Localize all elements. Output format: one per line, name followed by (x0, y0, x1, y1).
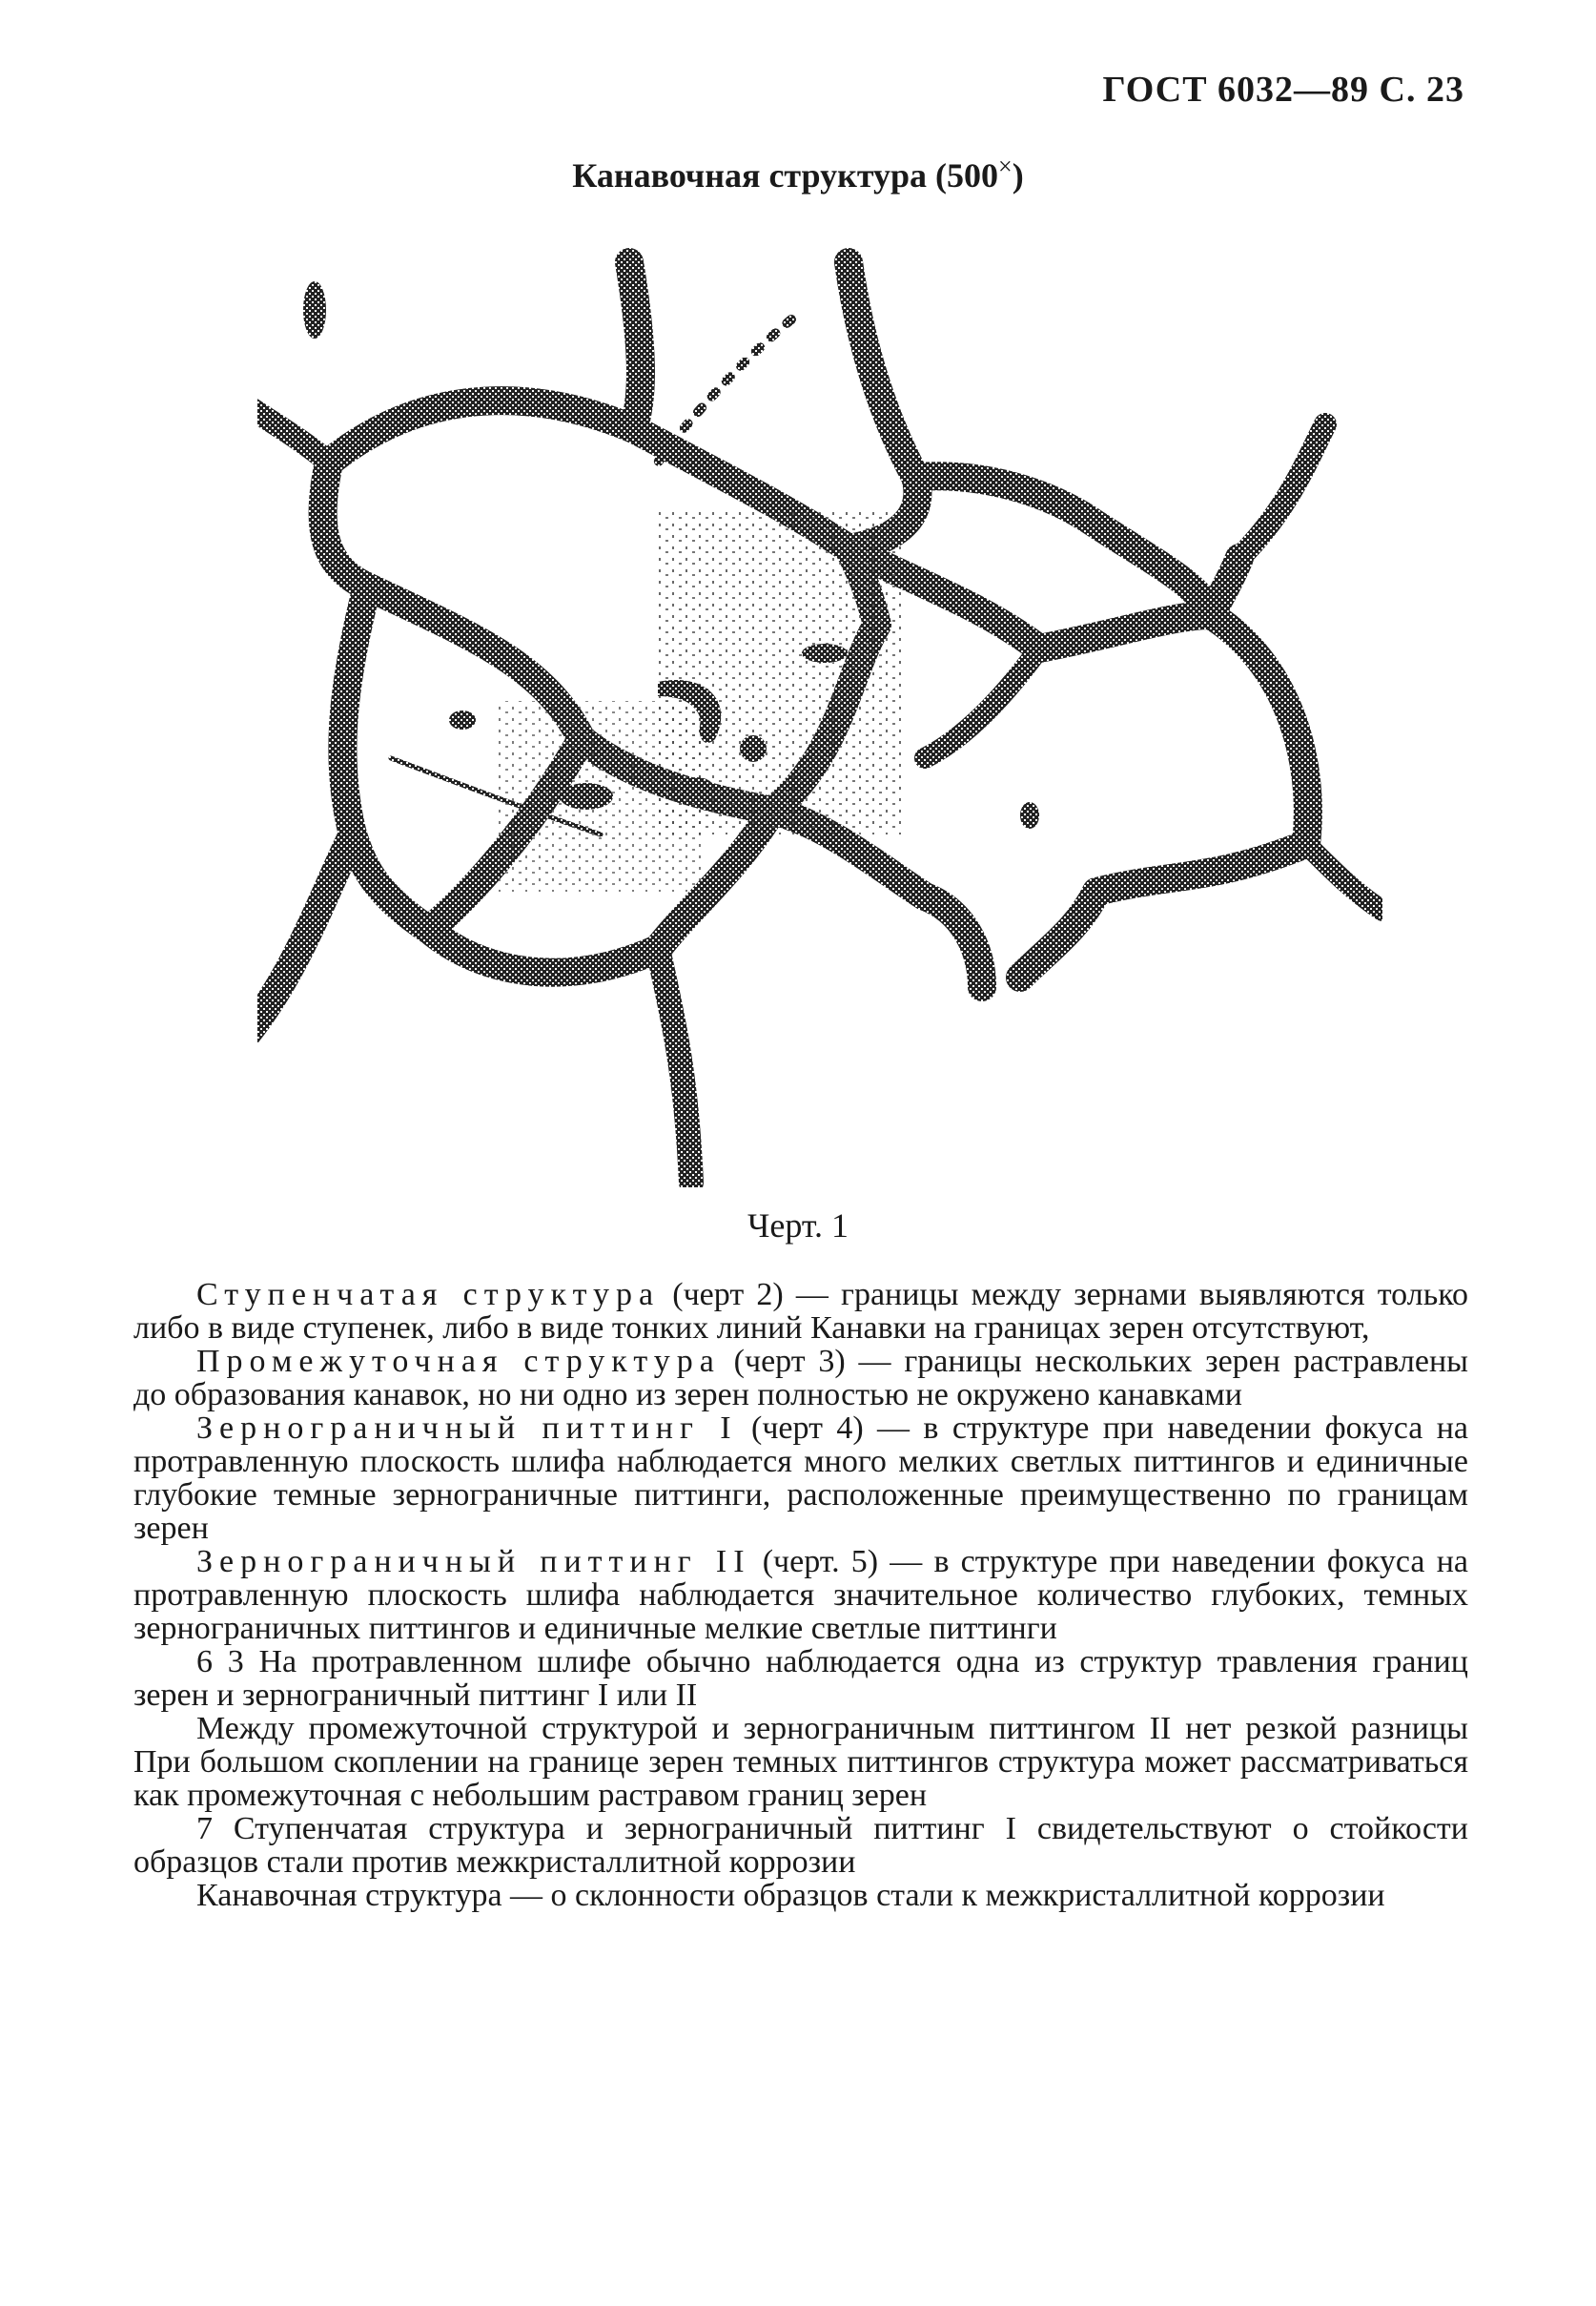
paragraph (133, 1812, 1468, 1879)
paragraph-term: Зернограничный питтинг II (196, 1544, 751, 1579)
figure-title-text: Канавочная структура (500 (572, 156, 999, 195)
paragraph-text: (черт. 5) — в структуре при наведении фокуса на протравленную плоскость шлифа наблюдается значительное количество глубоких, темных зернограничных питтингов и единичные мелкие светлые питтинги (133, 1544, 1468, 1646)
paragraph (133, 1712, 1468, 1812)
paragraph (133, 1545, 1468, 1645)
paragraph-text: Между промежуточной структурой и зернограничным питтингом II нет резкой разницы При большом скоплении на границе зерен темных питтингов структура может рассматриваться как промежуточная с небольшим растравом границ зерен (133, 1711, 1468, 1813)
micrograph-image (257, 224, 1382, 1187)
paragraph (133, 1879, 1468, 1912)
magnification-sign: × (998, 153, 1013, 180)
paragraph-text: 7 Ступенчатая структура и зернограничный питтинг I свидетельствуют о стойкости образцов стали против межкристаллитной коррозии (133, 1811, 1468, 1880)
paragraph-text: (черт 3) — границы нескольких зерен растравлены до образования канавок, но ни одно из зерен полностью не окружено канавками (133, 1344, 1468, 1412)
paragraph (133, 1278, 1468, 1345)
paragraph-term: Зернограничный питтинг I (196, 1410, 738, 1446)
micrograph-figure (257, 224, 1382, 1187)
paragraph-term: Ступенчатая структура (196, 1277, 661, 1312)
page-header: ГОСТ 6032—89 С. 23 (1102, 70, 1464, 110)
paragraph-text: (черт 4) — в структуре при наведении фокуса на протравленную плоскость шлифа наблюдается много мелких светлых питтингов и единичные глубокие темные зернограничные питтинги, расположенные преимущественно по границам зерен (133, 1410, 1468, 1546)
paragraph (133, 1345, 1468, 1411)
figure-caption: Черт. 1 (747, 1206, 849, 1245)
paragraph (133, 1411, 1468, 1545)
paragraph-text: Канавочная структура — о склонности образцов стали к межкристаллитной коррозии (196, 1878, 1385, 1913)
figure-title (0, 153, 1596, 196)
paragraph-text: 6 3 На протравленном шлифе обычно наблюдается одна из структур травления границ зерен и зернограничный питтинг I или II (133, 1644, 1468, 1713)
paragraph (133, 1645, 1468, 1712)
body-text (133, 1278, 1468, 1912)
figure-title-close: ) (1012, 156, 1024, 195)
paragraph-term: Промежуточная структура (196, 1344, 721, 1379)
paragraph-text: (черт 2) — границы между зернами выявляются только либо в виде ступенек, либо в виде тонких линий Канавки на границах зерен отсутствуют, (133, 1277, 1468, 1346)
